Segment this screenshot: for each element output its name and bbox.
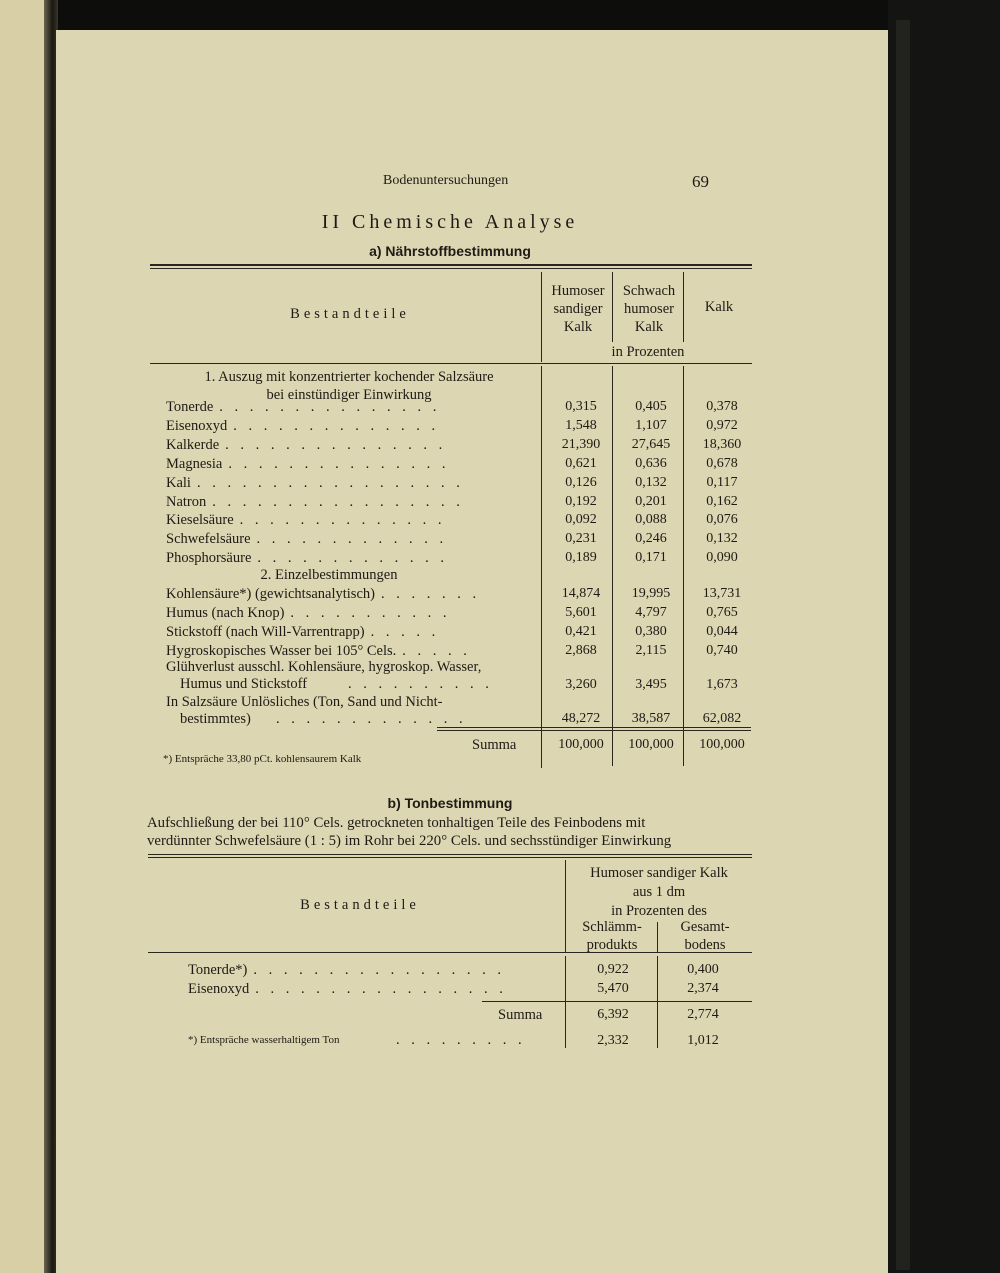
row-label: Phosphorsäure	[166, 550, 252, 567]
row-label-wrap	[166, 623, 439, 641]
header-line: in Prozenten des	[611, 903, 707, 919]
cell-value: 18,360	[702, 436, 742, 452]
leader-dots: . . . . . . . . . . . . . . . . .	[255, 981, 507, 997]
row-label-wrap	[188, 980, 507, 998]
row-label: In Salzsäure Unlösliches (Ton, Sand und Nicht-	[166, 694, 443, 710]
summa-value: 2,774	[687, 1007, 719, 1022]
cell-value: 14,874	[561, 586, 601, 601]
cell-value: 0,636	[635, 455, 667, 471]
cell-value: 0,088	[635, 512, 667, 528]
leader-dots: . . . . . . . . . . . . . .	[239, 512, 446, 529]
subsection-heading-b: b) Tonbestimmung	[387, 795, 513, 811]
row-label: Tonerde*)	[188, 962, 248, 978]
footnote-a: *) Entspräche 33,80 pCt. kohlensaurem Kalk	[163, 753, 362, 765]
cell-value: 0,380	[635, 623, 667, 639]
cell-value: 1,012	[687, 1033, 719, 1048]
row-label: Tonerde	[166, 399, 214, 415]
cell-value: 0,405	[635, 399, 667, 414]
leader-dots: . . . . . . . . . . . . . . . . . .	[196, 474, 464, 491]
cell-value: 19,995	[631, 586, 671, 601]
leader-dots: . . . . . . . . . . . . . . .	[219, 399, 441, 415]
leader-dots: . . . . . . . . . . . . . . . . .	[212, 493, 464, 510]
cell-value: 0,092	[565, 512, 597, 528]
leader-dots: . . . . .	[402, 642, 471, 659]
row-label-wrap	[188, 961, 505, 979]
row-label: Kohlensäure*) (gewichtsanalytisch)	[166, 586, 375, 602]
cell-value: 1,673	[706, 677, 738, 692]
paragraph-line: Aufschließung der bei 110° Cels. getrockneten tonhaltigen Teile des Feinbodens mit	[147, 815, 646, 831]
cell-value: 0,246	[635, 531, 667, 547]
summa-label: Summa	[472, 737, 517, 753]
group-heading-2: 2. Einzelbestimmungen	[260, 567, 398, 583]
cell-value: 0,117	[706, 474, 738, 490]
cell-value: 2,374	[687, 981, 719, 996]
row-label-wrap	[166, 474, 464, 492]
cell-value: 0,126	[565, 474, 597, 490]
cell-value: 38,587	[631, 711, 671, 726]
row-label: Humus (nach Knop)	[166, 604, 285, 621]
table-a-divider	[541, 366, 542, 768]
row-label-wrap	[166, 398, 440, 416]
row-label-wrap	[166, 642, 471, 660]
table-b-divider	[565, 860, 566, 952]
row-label: Natron	[166, 493, 207, 510]
cell-value: 0,765	[706, 604, 738, 620]
table-b-sub1-header	[567, 918, 657, 954]
book-cover-edge	[888, 0, 1000, 1273]
cell-value: 2,332	[597, 1033, 629, 1048]
row-label: Kali	[166, 474, 191, 491]
header-line: Schwach	[622, 283, 676, 299]
leader-dots: . . . . . . . . . . . . .	[276, 711, 467, 727]
cell-value: 3,260	[565, 677, 597, 692]
row-label: Humus und Stickstoff	[180, 676, 308, 692]
cell-value: 0,231	[565, 531, 597, 547]
row-label-wrap	[166, 511, 446, 529]
row-label-wrap	[166, 493, 464, 511]
group-heading-line: bei einstündiger Einwirkung	[266, 387, 432, 403]
table-b-column-header: Bestandteile	[300, 897, 420, 913]
row-label: Kieselsäure	[166, 512, 234, 529]
header-line: Gesamt-	[680, 919, 730, 935]
header-line: aus 1 dm	[632, 884, 686, 900]
summa-value: 100,000	[558, 737, 604, 752]
table-b-divider	[565, 956, 566, 1048]
row-label-wrap	[166, 585, 480, 603]
table-a-column-header: Bestandteile	[290, 306, 410, 322]
table-a-units: in Prozenten	[611, 344, 685, 360]
subsection-heading-a: a) Nährstoffbestimmung	[369, 243, 531, 259]
leader-dots: . . . . . . . . . . . . . . . . .	[253, 962, 505, 978]
table-b-top-rule	[148, 854, 752, 855]
leader-dots: . . . . . . . . . . . . .	[256, 531, 448, 548]
cell-value: 0,132	[635, 474, 667, 490]
table-a-top-rule-2	[150, 268, 752, 269]
cell-value: 0,400	[687, 962, 719, 977]
table-a-head-rule	[150, 363, 752, 364]
leader-dots: . . . . . . . . . . . . . . .	[228, 455, 450, 472]
header-line: produkts	[586, 937, 638, 953]
leader-dots: . . . . . . . . . . . . .	[257, 550, 449, 567]
cell-value: 0,044	[706, 623, 738, 639]
table-b-header	[567, 864, 751, 920]
row-label: Glühverlust ausschl. Kohlensäure, hygroskop. Wasser,	[166, 659, 482, 675]
cell-value: 27,645	[631, 436, 671, 452]
row-label: Hygroskopisches Wasser bei 105° Cels.	[166, 642, 397, 659]
cell-value: 62,082	[702, 711, 742, 726]
cell-value: 0,315	[565, 399, 597, 414]
cell-value: 0,421	[565, 623, 597, 639]
summa-value: 100,000	[628, 737, 674, 752]
table-b-top-rule-2	[148, 857, 752, 858]
leader-dots: . . . . . . . . . . .	[290, 604, 451, 621]
table-b-sub2-header	[659, 918, 751, 954]
cell-value: 4,797	[635, 604, 667, 620]
table-b-divider	[657, 922, 658, 952]
cell-value: 2,115	[635, 642, 667, 658]
cell-value: 0,740	[706, 642, 738, 658]
header-line: sandiger	[553, 301, 603, 317]
table-b-divider	[657, 956, 658, 1048]
row-label: Stickstoff (nach Will-Varrentrapp)	[166, 623, 365, 640]
header-line: Kalk	[563, 319, 593, 335]
header-line: Humoser	[551, 283, 605, 299]
leader-dots: . . . . . . .	[380, 586, 481, 602]
row-label-wrap	[166, 604, 451, 622]
header-line: humoser	[624, 301, 674, 317]
cell-value: 5,601	[565, 604, 597, 620]
cell-value: 0,189	[565, 550, 597, 566]
cell-value: 5,470	[597, 981, 629, 996]
cell-value: 0,922	[597, 962, 629, 977]
cell-value: 21,390	[561, 436, 601, 452]
row-label-wrap	[166, 549, 448, 567]
row-label: Schwefelsäure	[166, 531, 251, 548]
summa-value: 6,392	[597, 1007, 629, 1022]
leader-dots: . . . . . . . . .	[396, 1032, 526, 1048]
cell-value: 0,132	[706, 531, 738, 547]
table-a-col1-header	[543, 282, 613, 336]
cell-value: 0,678	[706, 455, 738, 471]
row-label: bestimmtes)	[180, 711, 251, 727]
cell-value: 48,272	[561, 711, 601, 726]
cell-value: 1,548	[565, 417, 597, 433]
leader-dots: . . . . .	[370, 623, 440, 640]
header-line: Humoser sandiger Kalk	[590, 865, 728, 881]
cell-value: 0,972	[706, 417, 738, 433]
row-label: Kalkerde	[166, 436, 220, 453]
cell-value: 0,621	[565, 455, 597, 471]
leader-dots: . . . . . . . . . . . . . .	[233, 417, 440, 434]
header-line: bodens	[684, 937, 726, 953]
table-a-sum-rule-2	[437, 730, 751, 731]
cell-value: 3,495	[635, 677, 667, 692]
left-page-edge	[0, 0, 50, 1273]
table-a-col3-header: Kalk	[704, 299, 734, 315]
cell-value: 0,076	[706, 512, 738, 528]
cell-value: 2,868	[565, 642, 597, 658]
header-line: Schlämm-	[582, 919, 642, 935]
leader-dots: . . . . . . . . . .	[348, 676, 493, 692]
row-label: Eisenoxyd	[188, 981, 250, 997]
table-a-top-rule	[150, 264, 752, 266]
cell-value: 0,171	[635, 550, 667, 566]
cell-value: 13,731	[702, 586, 742, 601]
row-label: Eisenoxyd	[166, 417, 228, 434]
summa-value: 100,000	[699, 737, 745, 752]
cell-value: 0,162	[706, 493, 738, 509]
footnote-b: *) Entspräche wasserhaltigem Ton	[188, 1034, 340, 1046]
summa-label: Summa	[498, 1007, 543, 1023]
paragraph-line: verdünnter Schwefelsäure (1 : 5) im Rohr bei 220° Cels. und sechsstündiger Einwirkung	[147, 833, 672, 849]
cell-value: 0,201	[635, 493, 667, 509]
row-label-wrap	[166, 436, 446, 454]
table-a-col2-header	[614, 282, 684, 336]
cell-value: 0,090	[706, 550, 738, 566]
leader-dots: . . . . . . . . . . . . . . .	[225, 436, 447, 453]
row-label-wrap	[166, 455, 450, 473]
header-line: Kalk	[634, 319, 664, 335]
page-number: 69	[692, 172, 709, 191]
cell-value: 0,378	[706, 399, 738, 414]
running-header: Bodenuntersuchungen	[383, 173, 509, 188]
row-label-wrap	[166, 417, 439, 435]
table-b-sum-rule	[482, 1001, 752, 1002]
cell-value: 1,107	[635, 417, 667, 433]
row-label: Magnesia	[166, 455, 223, 472]
section-title: II Chemische Analyse	[321, 211, 579, 233]
table-a-divider	[541, 272, 542, 362]
cell-value: 0,192	[565, 493, 597, 509]
row-label-wrap	[166, 530, 447, 548]
group-heading-line: 1. Auszug mit konzentrierter kochender Salzsäure	[204, 369, 494, 385]
